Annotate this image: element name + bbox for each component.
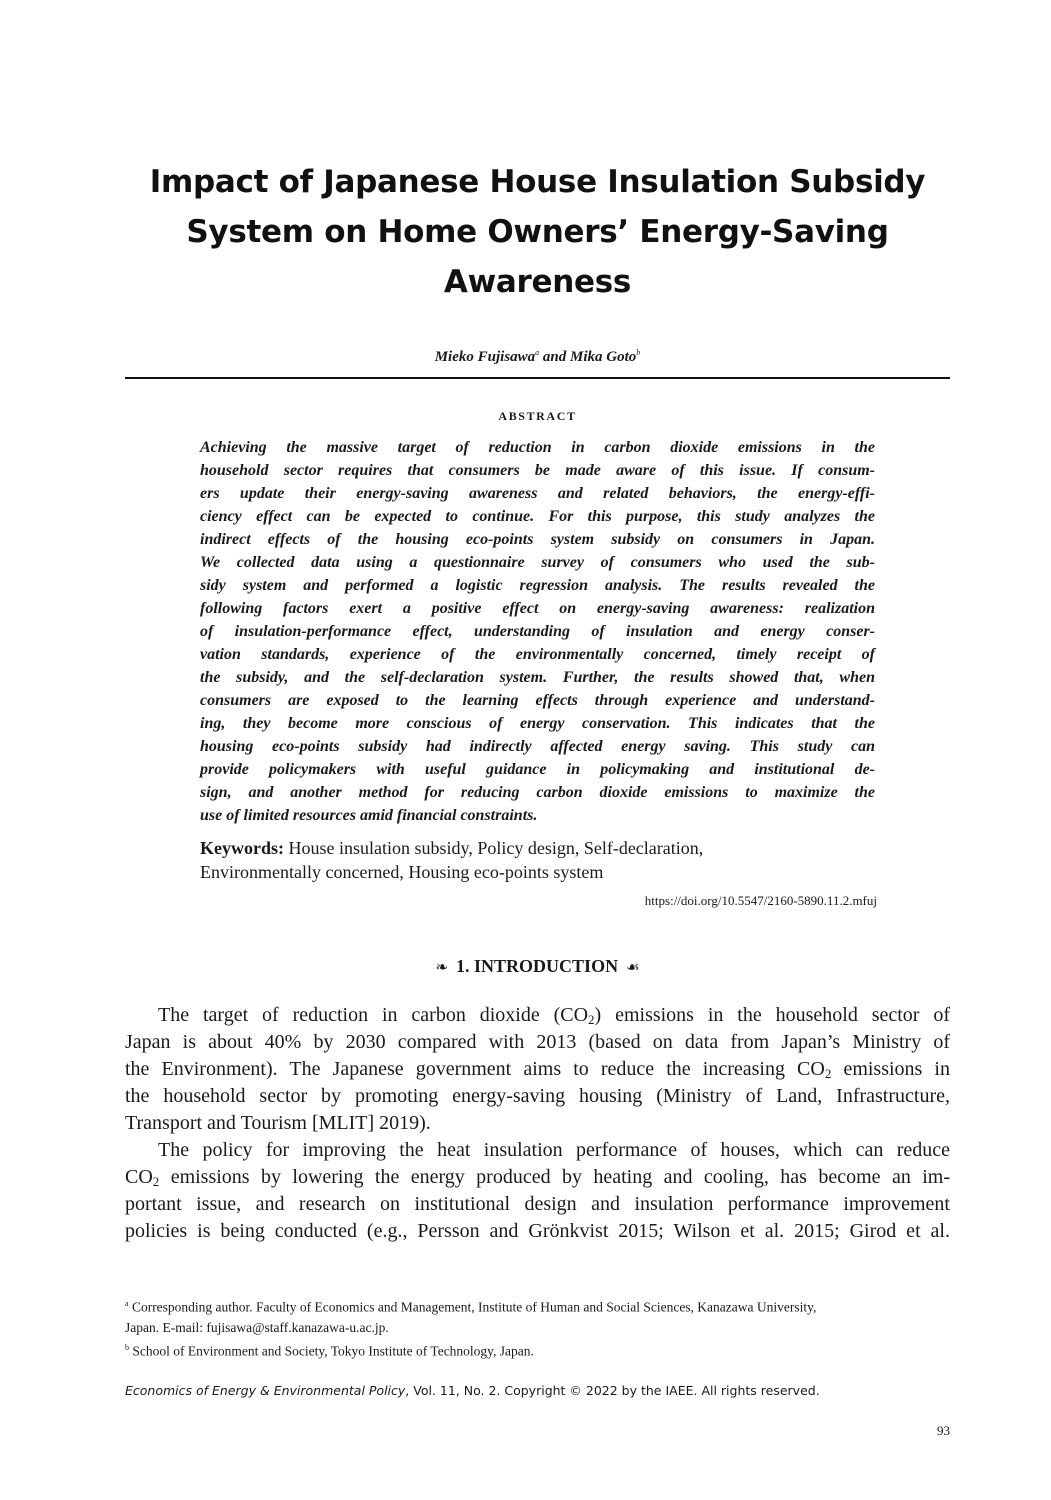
body-line: Transport and Tourism [MLIT] 2019). [125,1112,431,1134]
page-number: 93 [937,1423,950,1438]
abstract-line: vation standards, experience of the environmentally concerned, timely receipt of [200,646,875,663]
body-line: policies is being conducted (e.g., Persson and Grönkvist 2015; Wilson et al. 2015; Girod et al. [125,1220,950,1242]
author-line [125,343,950,367]
body-line [125,1002,950,1029]
keywords-line-1 [200,836,875,860]
abstract-line: ing, they become more conscious of energy conservation. This indicates that the [200,715,875,732]
body-text-fragment: emissions in [831,1058,950,1080]
subscript: 2 [152,1174,160,1189]
journal-copyright: , Vol. 11, No. 2. Copyright © 2022 by the IAEE. All rights reserved. [405,1383,820,1398]
footnote-mark: a [125,1299,129,1308]
abstract-line: following factors exert a positive effect on energy-saving awareness: realization [200,600,875,617]
title-line-2: System on Home Owners’ Energy-Saving [186,214,889,250]
introduction-body [125,1002,950,1245]
abstract-line: consumers are exposed to the learning effects through experience and understand- [200,692,875,709]
footnotes [125,1294,950,1361]
abstract-line: sign, and another method for reducing carbon dioxide emissions to maximize the [200,784,875,801]
abstract-line: indirect effects of the housing eco-points system subsidy on consumers in Japan. [200,531,875,548]
journal-name: Economics of Energy & Environmental Policy [125,1383,406,1398]
author-affiliation-mark: b [636,348,641,357]
footnote-mark: b [125,1342,129,1352]
keywords-label: Keywords: [200,838,284,858]
abstract-line: of insulation-performance effect, understanding of insulation and energy conser- [200,623,875,640]
abstract-line: ciency effect can be expected to continue. For this purpose, this study analyzes the [200,508,875,525]
abstract-line: ers update their energy-saving awareness and related behaviors, the energy-effi- [200,485,875,502]
fleuron-right-icon: ☙ [626,960,640,976]
author-connector: and [539,349,570,365]
abstract-line: We collected data using a questionnaire survey of consumers who used the sub- [200,554,875,571]
keywords-line-2: Environmentally concerned, Housing eco-points system [200,862,604,882]
footnote-text: School of Environment and Society, Tokyo Institute of Technology, Japan. [129,1343,534,1358]
section-heading [125,954,950,980]
abstract-line: the subsidy, and the self-declaration system. Further, the results showed that, when [200,669,875,686]
doi-link[interactable]: https://doi.org/10.5547/2160-5890.11.2.mfuj [644,893,877,908]
body-text-fragment: emissions by lowering the energy produced by heating and cooling, has become an im- [159,1166,950,1188]
body-line [125,1164,950,1191]
abstract-line: provide policymakers with useful guidance in policymaking and institutional de- [200,761,875,778]
body-line: Japan is about 40% by 2030 compared with 2013 (based on data from Japan’s Ministry of [125,1031,950,1053]
footnote-a [125,1294,950,1318]
author-name: Mika Goto [570,349,637,365]
footnote-text: Corresponding author. Faculty of Economics and Management, Institute of Human and Social Sciences, Kanazawa University, [128,1299,817,1315]
abstract-line: Achieving the massive target of reduction in carbon dioxide emissions in the [200,439,875,456]
title-line-3: Awareness [443,264,632,300]
keywords [200,836,875,884]
abstract-line: sidy system and performed a logistic regression analysis. The results revealed the [200,577,875,594]
footnote-b [125,1338,950,1362]
fleuron-left-icon: ❧ [435,960,449,976]
abstract-line: housing eco-points subsidy had indirectly affected energy saving. This study can [200,738,875,755]
journal-footer [125,1382,950,1400]
footnote-a-continued: Japan. E-mail: fujisawa@staff.kanazawa-u.ac.jp. [125,1319,389,1335]
abstract-line: household sector requires that consumers be made aware of this issue. If consum- [200,462,875,479]
body-line: portant issue, and research on institutional design and insulation performance improvement [125,1193,950,1215]
subscript: 2 [588,1012,595,1027]
body-line [125,1056,950,1083]
author-name: Mieko Fujisawa [434,349,536,365]
body-text-fragment: the Environment). The Japanese government aims to reduce the increasing CO [125,1058,825,1080]
header-divider [125,377,950,379]
abstract-heading: ABSTRACT [498,409,577,423]
body-line: the household sector by promoting energy-saving housing (Ministry of Land, Infrastructure, [125,1085,950,1107]
body-text-fragment: The target of reduction in carbon dioxide (CO [158,1004,589,1026]
body-line: The policy for improving the heat insulation performance of houses, which can reduce [158,1139,950,1161]
article-title [130,157,945,307]
abstract-line: use of limited resources amid financial constraints. [200,807,538,824]
abstract-text [200,436,875,827]
author-affiliation-mark: a [535,348,540,357]
keywords-text: House insulation subsidy, Policy design, Self-declaration, [284,838,704,858]
body-text-fragment: ) emissions in the household sector of [594,1004,950,1026]
body-text-fragment: CO [125,1166,153,1188]
subscript: 2 [824,1066,832,1081]
section-title: 1. INTRODUCTION [456,956,619,976]
title-line-1: Impact of Japanese House Insulation Subsidy [149,164,926,200]
